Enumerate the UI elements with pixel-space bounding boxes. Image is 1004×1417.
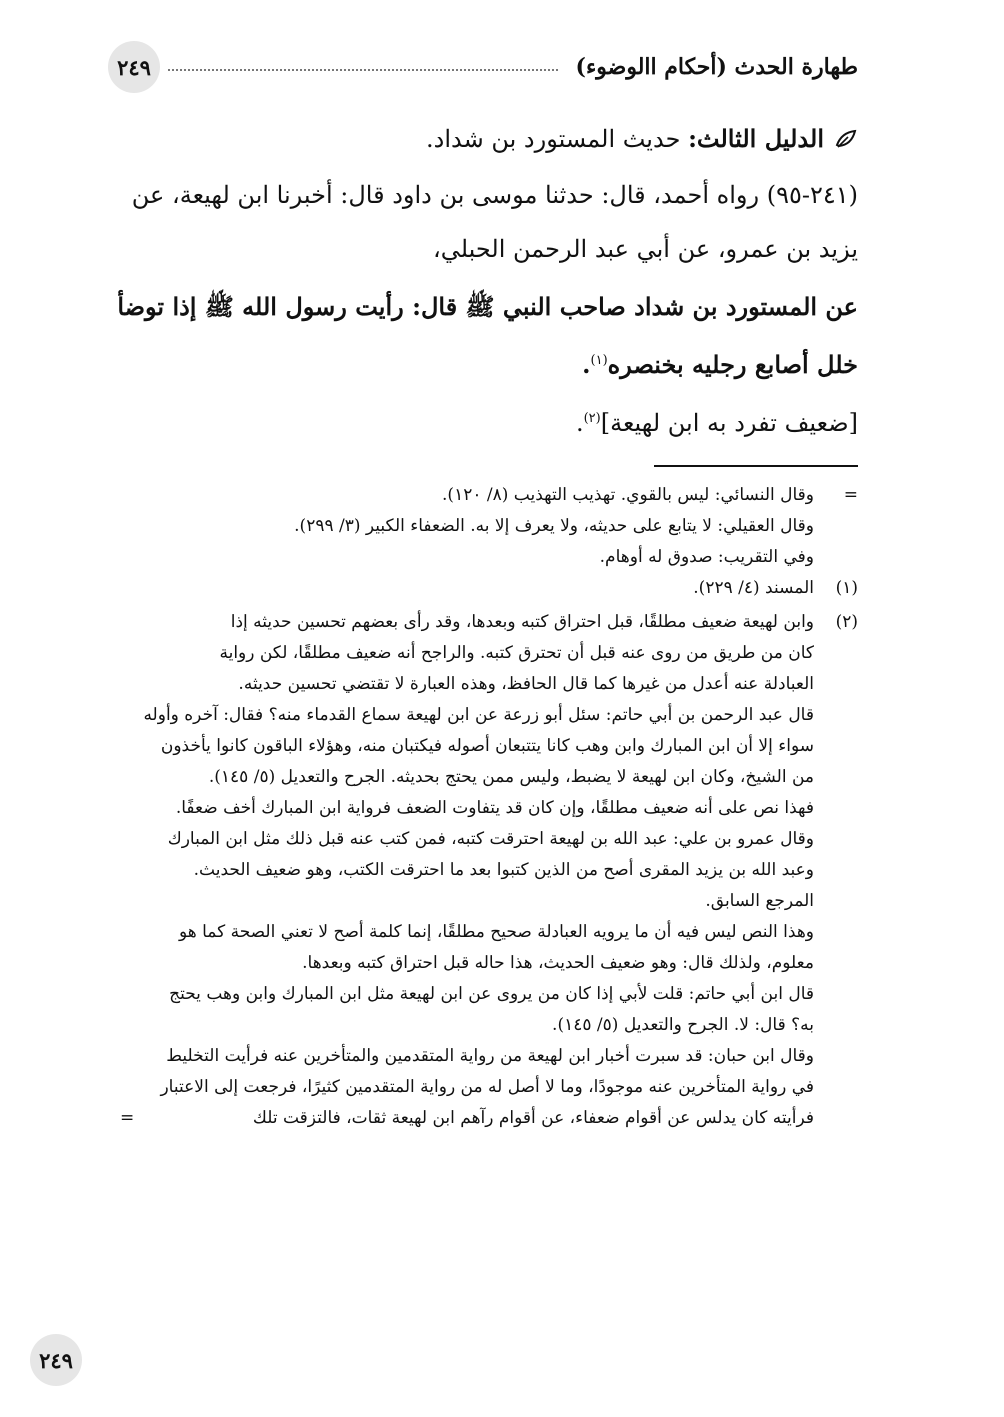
continues-mark: = bbox=[120, 1108, 135, 1128]
footnote-2-line bbox=[108, 762, 858, 793]
footnote-text: قال عبد الرحمن بن أبي حاتم: سئل أبو زرعة عن ابن لهيعة سماع القدماء منه؟ فقال: آخره وأوله bbox=[143, 705, 814, 725]
footnote-2-line bbox=[108, 1072, 858, 1103]
footnote-text: وقال العقيلي: لا يتابع على حديثه، ولا يعرف إلا به. الضعفاء الكبير (٣/ ٢٩٩). bbox=[294, 516, 814, 536]
footnotes bbox=[108, 480, 858, 1134]
footnote-text: المرجع السابق. bbox=[705, 891, 814, 911]
hadith-grade-end: . bbox=[575, 409, 584, 437]
footnote-continued-line bbox=[108, 542, 858, 573]
footnote-2-line bbox=[108, 700, 858, 731]
footnote-text: سواء إلا أن ابن المبارك وابن وهب كانا يتتبعان أصوله فيكتبان منه، وهؤلاء الباقون كانوا يأخذون bbox=[160, 736, 814, 756]
heading-rest: حديث المستورد بن شداد. bbox=[426, 125, 689, 153]
continued-mark: = bbox=[843, 485, 858, 505]
footnote-2-line bbox=[108, 1041, 858, 1072]
footnote-2-line bbox=[108, 948, 858, 979]
footnote-text: من الشيخ، وكان ابن لهيعة لا يضبط، وليس ممن يحتج بحديثه. الجرح والتعديل (٥/ ١٤٥). bbox=[208, 767, 814, 787]
footnote-2-line bbox=[108, 793, 858, 824]
footer-page-number: ٢٤٩ bbox=[30, 1334, 82, 1386]
footnote-text: فهذا نص على أنه ضعيف مطلقًا، وإن كان قد يتفاوت الضعف فرواية ابن المبارك أخف ضعفًا. bbox=[175, 798, 814, 818]
footnote-continued-line bbox=[108, 480, 858, 511]
footnote-separator bbox=[654, 465, 858, 467]
footnote-text: كان من طريق من روى عنه قبل أن تحترق كتبه. والراجح أنه ضعيف مطلقًا، لكن رواية bbox=[219, 643, 814, 663]
footnote-2-mark: (٢) bbox=[835, 612, 858, 632]
footnote-continued-line bbox=[108, 511, 858, 542]
footnote-2-line bbox=[108, 979, 858, 1010]
footnote-ref-2: (٢) bbox=[583, 411, 601, 426]
footnote-1-text: المسند (٤/ ٢٢٩). bbox=[693, 578, 814, 598]
footnote-text: وفي التقريب: صدوق له أوهام. bbox=[599, 547, 814, 567]
footnote-2-line bbox=[108, 731, 858, 762]
hadith-line-1: عن المستورد بن شداد صاحب النبي ﷺ قال: رأيت رسول الله ﷺ إذا توضأ bbox=[117, 292, 858, 321]
footnote-text: وقال عمرو بن علي: عبد الله بن لهيعة احترقت كتبه، فمن كتب عنه قبل ذلك مثل ابن المبارك bbox=[167, 829, 814, 849]
footnote-text: وهذا النص ليس فيه أن ما يرويه العبادلة صحيح مطلقًا، إنما كلمة أصح لا تعني الصحة كما هو bbox=[178, 922, 814, 942]
footnote-2-line bbox=[108, 1103, 858, 1134]
footnote-2-line bbox=[108, 638, 858, 669]
hadith-line-2 bbox=[108, 334, 858, 392]
footnote-text: وابن لهيعة ضعيف مطلقًا، قبل احتراق كتبه وبعدها، وقد رأى بعضهم تحسين حديثه إذا bbox=[230, 612, 814, 632]
hadith-line-2-text: خلل أصابع رجليه بخنصره bbox=[607, 350, 858, 379]
header-title: طهارة الحدث (أحكام االوضوء) bbox=[575, 54, 858, 80]
footnote-text: وقال ابن حبان: قد سبرت أخبار ابن لهيعة من رواية المتقدمين والمتأخرين عنه فرأيت التخليط bbox=[166, 1046, 814, 1066]
footnote-text: في رواية المتأخرين عنه موجودًا، وما لا أصل له من رواية المتقدمين كثيرًا، فرجعت إلى الاعتبار bbox=[160, 1077, 814, 1097]
hadith-grade-text: [ضعيف تفرد به ابن لهيعة] bbox=[600, 409, 858, 437]
hadith-grade bbox=[108, 392, 858, 450]
heading-label: الدليل الثالث: bbox=[688, 124, 824, 153]
footnote-ref-1: (١) bbox=[590, 353, 608, 368]
footnote-2-line bbox=[108, 855, 858, 886]
main-text bbox=[108, 112, 858, 450]
narration-line-1: (٢٤١-٩٥) رواه أحمد، قال: حدثنا موسى بن داود قال: أخبرنا ابن لهيعة، عن bbox=[131, 181, 858, 209]
footnote-text: وقال النسائي: ليس بالقوي. تهذيب التهذيب (٨/ ١٢٠). bbox=[442, 485, 814, 505]
footnote-text: معلوم، ولذلك قال: وهو ضعيف الحديث، هذا حاله قبل احتراق كتبه وبعدها. bbox=[302, 953, 814, 973]
footnote-2-line bbox=[108, 669, 858, 700]
narration-line-2: يزيد بن عمرو، عن أبي عبد الرحمن الحبلي، bbox=[432, 235, 858, 263]
footnote-2-line bbox=[108, 917, 858, 948]
footnote-text: قال ابن أبي حاتم: قلت لأبي إذا كان من يروى عن ابن لهيعة مثل ابن المبارك وابن وهب يحتج bbox=[169, 984, 814, 1004]
footnote-text: العبادلة عنه أعدل من غيرها كما قال الحافظ، وهذه العبارة لا تقتضي تحسين حديثه. bbox=[238, 674, 814, 694]
footnote-text: وعبد الله بن يزيد المقرى أصح من الذين كتبوا بعد ما احترقت الكتب، وهو ضعيف الحديث. bbox=[193, 860, 814, 880]
hadith-line-2-end: . bbox=[582, 350, 591, 379]
section-heading bbox=[108, 112, 858, 166]
running-header bbox=[108, 42, 858, 92]
leaf-ornament-icon bbox=[834, 127, 858, 151]
footnote-2-line bbox=[108, 607, 858, 638]
header-dotted-leader bbox=[168, 69, 558, 71]
footnote-1-mark: (١) bbox=[835, 578, 858, 598]
footnote-2-line bbox=[108, 824, 858, 855]
header-page-number: ٢٤٩ bbox=[108, 41, 160, 93]
footnote-1 bbox=[108, 573, 858, 604]
footnote-text: به؟ قال: لا. الجرح والتعديل (٥/ ١٤٥). bbox=[552, 1015, 814, 1035]
footnote-2-line bbox=[108, 886, 858, 917]
footnote-text: فرأيته كان يدلس عن أقوام ضعفاء، عن أقوام رآهم ابن لهيعة ثقات، فالتزقت تلك bbox=[252, 1108, 814, 1128]
footnote-2-line bbox=[108, 1010, 858, 1041]
